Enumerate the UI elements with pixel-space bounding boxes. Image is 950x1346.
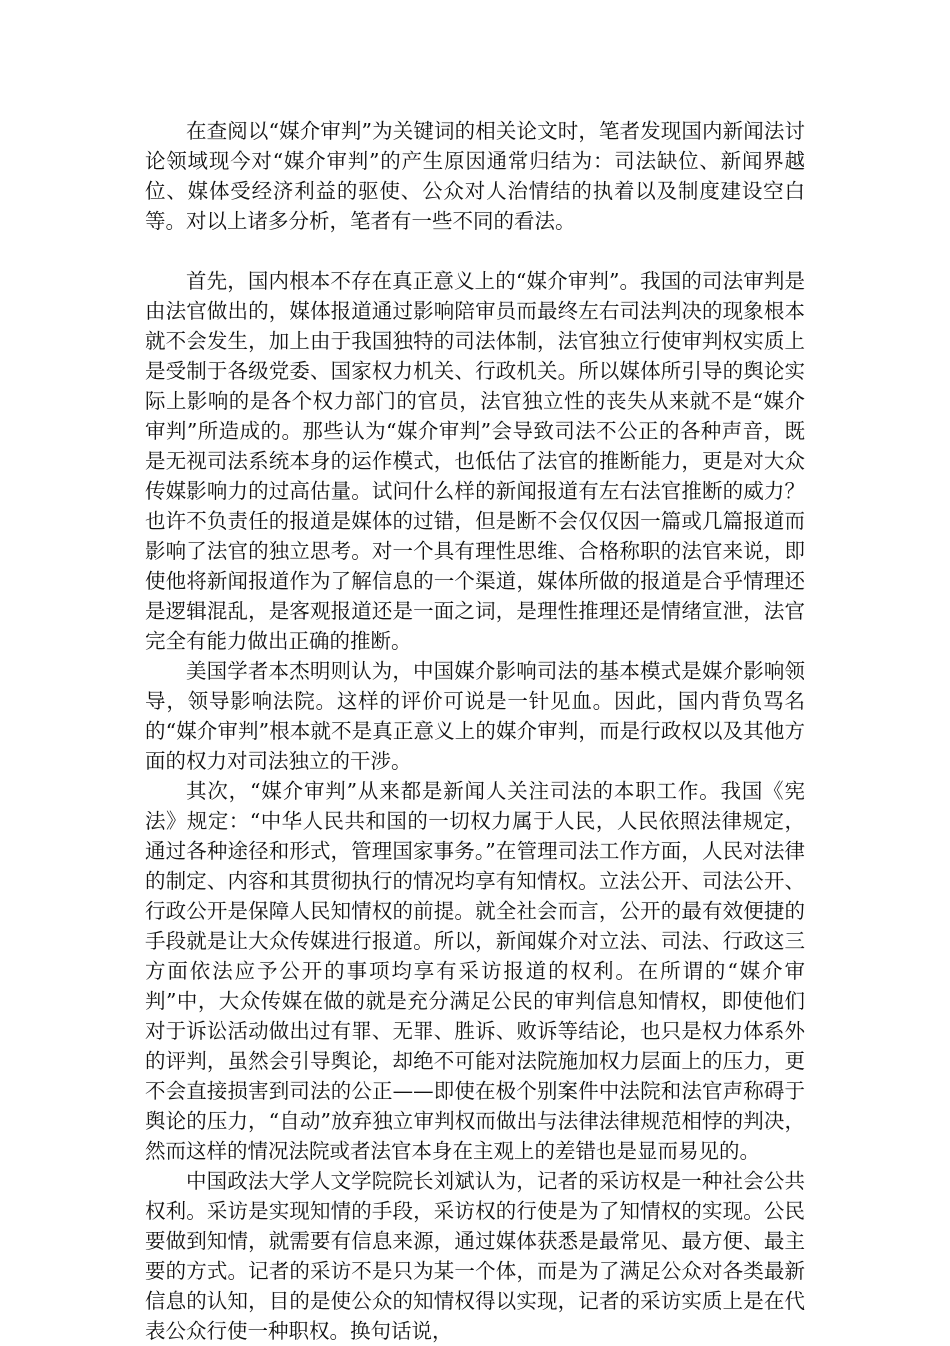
- paragraph-benjamin-quote: 美国学者本杰明则认为，中国媒介影响司法的基本模式是媒介影响领导，领导影响法院。这样的评价可说是一针见血。因此，国内背负骂名的“媒介审判”根本就不是真正意义上的媒介审判，而是行政权以及其他方面的权力对司法独立的干涉。: [145, 659, 805, 773]
- document-body: [145, 116, 805, 1346]
- paragraph-liu-bin-quote: 中国政法大学人文学院院长刘斌认为，记者的采访权是一种社会公共权利。采访是实现知情的手段，采访权的行使是为了知情权的实现。公民要做到知情，就需要有信息来源，通过媒体获悉是最常见、最方便、最主要的方式。记者的采访不是只为某一个体，而是为了满足公众对各类最新信息的认知，目的是使公众的知情权得以实现，记者的采访实质上是在代表公众行使一种职权。换句话说，: [145, 1169, 805, 1343]
- paragraph-gap: [145, 236, 805, 266]
- paragraph-intro: 在查阅以“媒介审判”为关键词的相关论文时，笔者发现国内新闻法讨论领域现今对“媒介审判”的产生原因通常归结为：司法缺位、新闻界越位、媒体受经济利益的驱使、公众对人治情结的执着以及制度建设空白等。对以上诸多分析，笔者有一些不同的看法。: [145, 119, 805, 233]
- paragraph-second-point: 其次，“媒介审判”从来都是新闻人关注司法的本职工作。我国《宪法》规定：“中华人民共和国的一切权力属于人民，人民依照法律规定，通过各种途径和形式，管理国家事务。”在管理司法工作方面，人民对法律的制定、内容和其贯彻执行的情况均享有知情权。立法公开、司法公开、行政公开是保障人民知情权的前提。就全社会而言，公开的最有效便捷的手段就是让大众传媒进行报道。所以，新闻媒介对立法、司法、行政这三方面依法应予公开的事项均享有采访报道的权利。在所谓的“媒介审判”中，大众传媒在做的就是充分满足公民的审判信息知情权，即使他们对于诉讼活动做出过有罪、无罪、胜诉、败诉等结论，也只是权力体系外的评判，虽然会引导舆论，却绝不可能对法院施加权力层面上的压力，更不会直接损害到司法的公正——即使在极个别案件中法院和法官声称碍于舆论的压力，“自动”放弃独立审判权而做出与法律法律规范相悖的判决，然而这样的情况法院或者法官本身在主观上的差错也是显而易见的。: [145, 779, 805, 1163]
- paragraph-first-point: 首先，国内根本不存在真正意义上的“媒介审判”。我国的司法审判是由法官做出的，媒体报道通过影响陪审员而最终左右司法判决的现象根本就不会发生，加上由于我国独特的司法体制，法官独立行使审判权实质上是受制于各级党委、国家权力机关、行政机关。所以媒体所引导的舆论实际上影响的是各个权力部门的官员，法官独立性的丧失从来就不是“媒介审判”所造成的。那些认为“媒介审判”会导致司法不公正的各种声音，既是无视司法系统本身的运作模式，也低估了法官的推断能力，更是对大众传媒影响力的过高估量。试问什么样的新闻报道有左右法官推断的威力？也许不负责任的报道是媒体的过错，但是断不会仅仅因一篇或几篇报道而影响了法官的独立思考。对一个具有理性思维、合格称职的法官来说，即使他将新闻报道作为了解信息的一个渠道，媒体所做的报道是合乎情理还是逻辑混乱，是客观报道还是一面之词，是理性推理还是情绪宣泄，法官完全有能力做出正确的推断。: [145, 269, 805, 653]
